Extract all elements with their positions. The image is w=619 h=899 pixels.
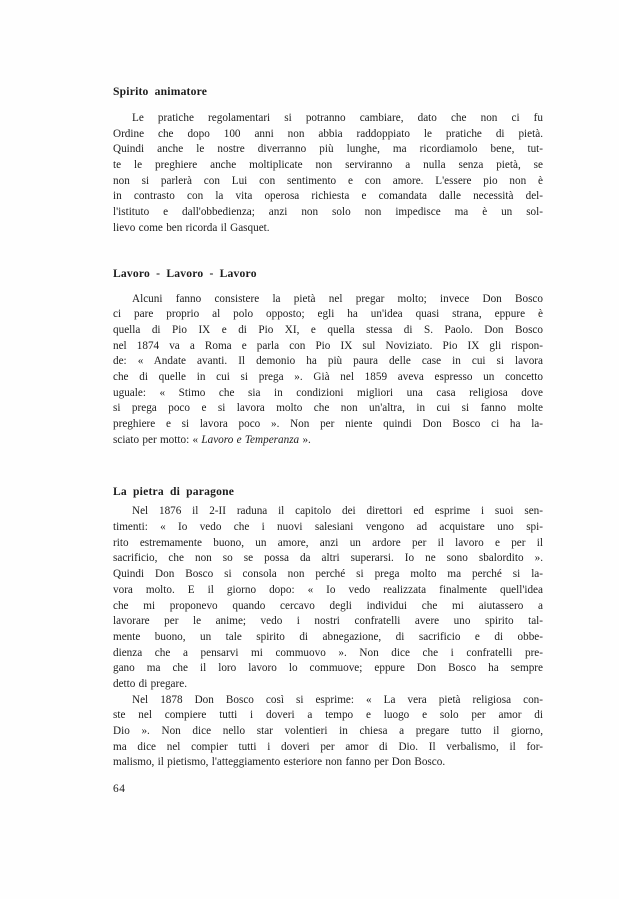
text-line: che mi proponevo quando cercavo degli individui che mi aiutassero a [113,599,543,612]
text-line: Nel 1876 il 2-II raduna il capitolo dei direttori ed esprime i suoi sen- [132,505,543,518]
page-number: 64 [113,783,126,795]
text-line: quella di Pio IX e di Pio XI, e quella stessa di S. Paolo. Don Bosco [113,323,543,336]
text-line: in contrasto con la vita operosa richiesta e comandata dalle necessità del- [113,190,543,203]
text-line: Nel 1878 Don Bosco così si esprime: « La vera pietà religiosa con- [132,693,543,706]
section-heading-spirito-animatore: Spirito animatore [113,85,208,98]
paragraph [113,292,543,449]
text-line: si prega poco e si lavora molto che non un'altra, in cui si fanno molte [113,402,543,415]
text-line: Le pratiche regolamentari si potranno cambiare, dato che non ci fu [132,112,543,124]
paragraph [113,504,543,692]
text-line: sacrificio, che non so se possa da altri superarsi. Io ne sono sbalordito ». [113,552,543,565]
text-line: mente buono, un tale spirito di abnegazione, di sacrificio e di obbe- [113,630,543,643]
text-line: l'istituto e dall'obbedienza; anzi non solo non impedisce ma è un sol- [113,206,543,219]
text-line: ma dice nel compier tutti i doveri per amor di Dio. Il verbalismo, il for- [113,740,543,753]
text-line: de: « Andate avanti. Il demonio ha più paura delle case in cui si lavora [113,355,543,368]
text-line: Ordine che dopo 100 anni non abbia raddoppiato le pratiche di pietà. [113,127,543,140]
text-line: ci pare proprio al polo opposto; egli ha un'idea quasi strana, eppure è [113,308,543,321]
text-line: preghiere e si lavora poco ». Non per niente quindi Don Bosco ci ha la- [113,418,543,430]
text-line: Dio ». Non dice nello star volentieri in chiesa a pregare tutto il giorno, [113,725,543,737]
text-line: timenti: « Io vedo che i nuovi salesiani vengono ad acquistare uno spi- [113,521,543,534]
text-line: lievo come ben ricorda il Gasquet. [113,221,270,234]
paragraph [113,111,543,237]
text-line: Alcuni fanno consistere la pietà nel pregar molto; invece Don Bosco [132,292,543,305]
text-line: rito estremamente buono, un amore, anzi un ardore per il lavoro e per il [113,536,543,549]
text-line: sciato per motto: « Lavoro e Temperanza ». [113,433,311,446]
text-line: gano ma che il loro lavoro lo commuove; eppure Don Bosco ha sempre [113,662,543,675]
text-line: malismo, il pietismo, l'atteggiamento esteriore non fanno per Don Bosco. [113,756,446,769]
page-body [113,84,543,771]
section-heading-lavoro: Lavoro - Lavoro - Lavoro [113,266,257,280]
text-line: nel 1874 va a Roma e parla con Pio IX sul Noviziato. Pio IX gli rispon- [113,339,543,352]
text-line: lavorare per le anime; vedo i nostri confratelli avere uno spirito tal- [113,615,543,628]
text-line: Quindi Don Bosco si consola non perché si prega molto ma perché si la- [113,568,543,581]
text-line: non si parlerà con Lui con sentimento e con amore. L'essere pio non è [113,174,543,187]
section-heading-pietra-di-paragone: La pietra di paragone [113,485,235,499]
text-line: Quindi anche le nostre diverranno più lunghe, ma ricordiamolo bene, tut- [113,143,543,156]
text-line: te le preghiere anche moltiplicate non serviranno a nulla senza pietà, se [113,159,543,172]
text-line: che di quelle in cui si prega ». Già nel 1859 aveva espresso un concetto [113,370,543,383]
text-line: vora molto. E il giorno dopo: « Io vedo realizzata finalmente quell'idea [113,583,543,596]
text-line: detto di pregare. [113,677,187,690]
text-line: ste nel compiere tutti i doveri a tempo e luogo e solo per amor di [113,709,543,722]
text-line: uguale: « Stimo che sia in condizioni migliori una casa religiosa dove [113,386,543,399]
text-line: dienza che a pensarvi mi commuovo ». Non dice che i confratelli pre- [113,646,543,659]
paragraph [113,693,543,771]
